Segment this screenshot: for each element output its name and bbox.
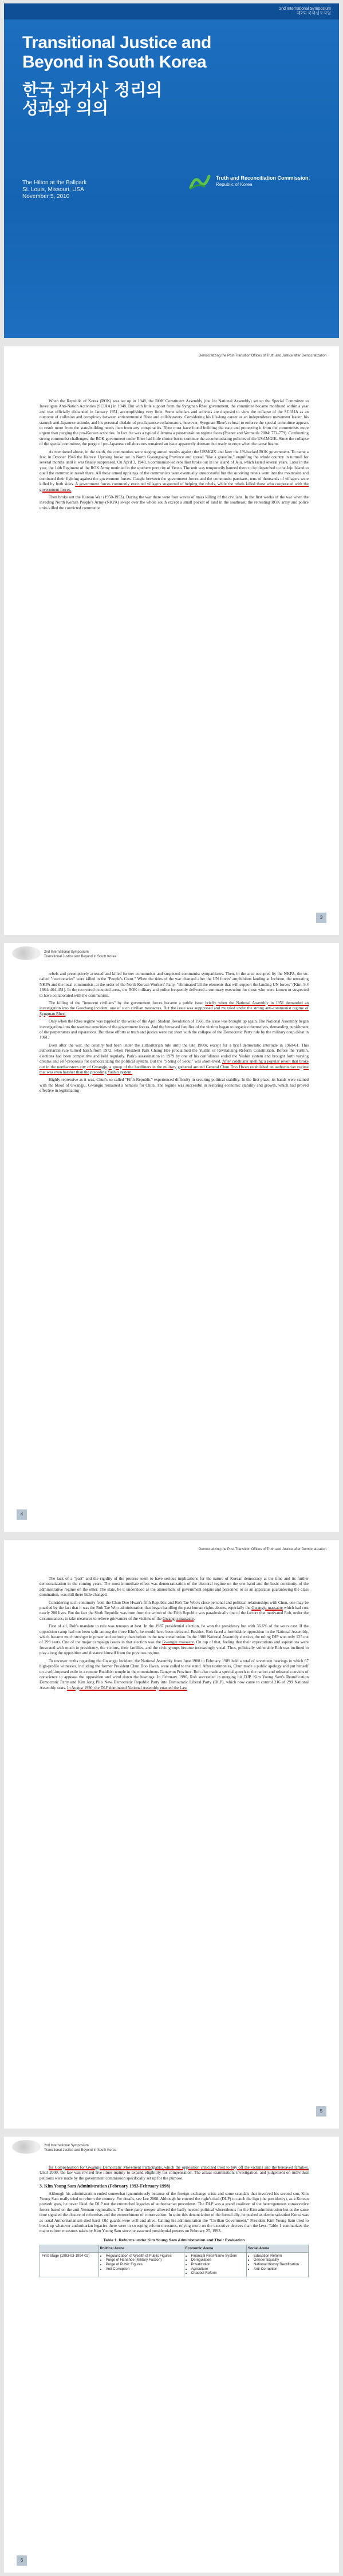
cover-title: [22, 33, 211, 72]
list-item: • Education Reform: [254, 2254, 306, 2258]
running-header: [4, 346, 339, 366]
page-number: 6: [17, 2555, 27, 2566]
paragraph: [40, 1043, 309, 1075]
venue-line1: The Hilton at the Ballpark: [22, 180, 87, 186]
list-item: • Purge of Hanahoe (Military Faction): [106, 2258, 182, 2262]
organization-country: Republic of Korea: [216, 182, 253, 187]
reforms-table: [40, 2245, 309, 2277]
document-page-3: [4, 346, 339, 935]
list-item: • Anti-Corruption: [254, 2267, 306, 2272]
text-span: The killing of the "innocent civilians" by the government forces became a public issue: [49, 1001, 206, 1006]
text-span: Even after the war, the country had been under the authoritarian rule until the late 1980s, except for a brief democratic interlude in 1960-61. This authoritarian rule turned harsh from 1972, when President Park Chung Hee proclaimed the Yushin or Revitalizing Reform Constitution. Before the Yushin, elections had been competitive and held regularly. Park's assassination in 1979 by one of his confidantes ended the Yushin system and brought forth varying dreams and self-proposals for democratizing the political system. But the "Spring of Seoul" was short-lived.: [40, 1043, 309, 1064]
highlighted-text: After coldblank spelling a popular revolt that broke out in the northwestern city of Gwangju, a group of the hardliners in the military gathered around General Chun Doo Hwan established an authoritarian regime that was even harsher than the preceding Yushin system.: [40, 1059, 309, 1075]
commission-logo-icon: [187, 172, 212, 191]
list-item: • Gender Equality: [254, 2258, 306, 2262]
page-number: 4: [17, 1509, 27, 1520]
list-item: • Agriculture: [191, 2267, 245, 2272]
paragraph: Highly repressive as it was, Chun's so-called "Fifth Republic" experienced difficulty in securing political stability. In the first place, its hands were stained with the blood of Gwangju. Gwangju remained a nemesis for Chun. The regime was successful in restoring economic stability and growth, which had proved effective in legitimating: [40, 1077, 309, 1093]
text-span: which had cost nearly 200 lives. But the fact the Sixth Republic was born from the womb of the Fifth Republic was paradoxically one of the factors that motivated Roh, under the circumstances, to take measures to relieve grievances of the victims of the: [40, 1606, 309, 1621]
cover-title-line2: Beyond in South Korea: [22, 53, 207, 72]
paragraph: Then broke out the Korean War (1950-1953). During the war there were four waves of mass killing of the civilians. In the first weeks of the war when the invading North Korean People's Army (NKPA) swept over the whole south except a small pocket of land in the southeast, the retreating ROK army and police units killed the convicted communist: [40, 494, 309, 510]
list-item: • Privatization: [191, 2262, 245, 2267]
highlighted-text: for Compensation for Gwangju Democratic Movement Participants, which the opposition criticized tried to buy off the victims and the bereaved families.: [49, 2165, 309, 2170]
highlighted-text: Gwangju massacre: [162, 1616, 194, 1621]
text-span: . On top of that, feeling that their expectations and aspirations were frustrated with much in presidency, the victims, their families, and the civic groups became increasingly vocal. Thus, politically vulnerable Roh was inclined to play along the opposition and distance himself from the previous regime.: [40, 1640, 309, 1656]
paragraph: [40, 1659, 309, 1691]
highlighted-text: Gwangju massacre: [251, 1606, 283, 1611]
text-span: Until 2000, the law was revised five times mainly to expand eligibility for compensation. The actual examination, investigation, and judgement on individual petitions were made by the government commission specifically set up for the purpose.: [40, 2170, 309, 2181]
paragraph: [40, 2165, 309, 2181]
paragraph: [40, 450, 309, 493]
table-header-cell: Political Arena: [98, 2245, 184, 2253]
page-body: [40, 972, 309, 1096]
table-row: [40, 2252, 309, 2277]
running-header: [4, 2137, 339, 2156]
conference-name: 2nd International Symposium: [279, 7, 331, 11]
cover-title-kr: [22, 81, 162, 117]
table-caption: Table 1. Reforms under Kim Young Sam Administration and Their Evaluation: [103, 2238, 245, 2242]
text-span: As mentioned above, in the south, the communists were staging armed revolts against the USMGIK and later the US-backed ROK government. To name a few, in October 1946 the Harvest Uprising broke out in North Gyeongsang Province and spread "like a grassfire," engulfing the whole country in turmoil for several months until it was finally suppressed. On April 3, 1948, a communist-led rebellion broke out in the island of Jeju, which lasted several years. Later in the year, the 14th Regiment of the ROK Army mutinied in the southern port city of Yeosu. The unit was temporarily banned there to be dispatched to the Jeju Island to quell the communist revolt there. All these armed uprisings of the communists were eventually unsuccessful but the surviving rebels went into the mountains and continued their fighting against the government forces. Caught between the government forces and the communist partisans, tens of thousands of villagers were killed by both sides.: [40, 449, 309, 487]
page-body: [40, 1576, 309, 1693]
paragraph: Although his administration ended somewhat ignominiously because of the foreign exchange crisis and some scandals that involved his second son, Kim Young Sam really tried to reform the country. For details, see Lee 2008. Although he entered the right's deal (DLP) to catch the ligo (the presidency), as a Korean proverb goes, he never liked the DLP nor the entrenched legacies of authoritarian precedents. The DLP was a grand coalition of the heterogeneous conservative forces based on the anti-Yeonam regionalism. The three-party merger allowed the badly needed political whereabouts for the Kim administration but at the same time signaled the closure of reformists and the entrenchment of conservatism. In spite this denunciation of the formal ally, he pushed as democratization Korea was as usual Authoritarianism died hard. Old guards were well and alive. Calling his administration the "Civilian Government," President Kim Young Sam tried to break up whatever authoritarian legacies there were in sweeping reform measures, relying more on the executive decrees than the laws. Table 1 summarizes the major reform measures taken by Kim Young Sam since he assumed presidential powers on February 25, 1993.: [40, 2191, 309, 2234]
document-page-6: [4, 2137, 339, 2573]
paragraph: [40, 1001, 309, 1017]
cover-title-line1: Transitional Justice and: [22, 33, 211, 52]
header-line2: Transitional Justice and Beyond in South Korea: [44, 955, 117, 958]
table-cell-social: [246, 2252, 308, 2277]
header-line1: 2nd International Symposium: [44, 2144, 89, 2147]
cover-title-kr-line1: 한국 과거사 정리의: [22, 80, 163, 100]
page-body: [40, 399, 309, 513]
paragraph: When the Republic of Korea (ROK) was set up in 1948, the ROK Constituent Assembly (the 1st National Assembly) set up the Special Committee to Investigate Anti-Nation Activities (SCIAA) in 1948. But with little support from the Syngman Rhee government, the committee became moribund within a year and was officially disbanded in January 1951, accomplishing very little. Some scholars and activists are disposed to view the collapse of the SCIAJA as an outcome of collusion and conspiracy between anticommunist Rhee and collaborators. Considering his life-long career as an independence movement leader, his staunch anti-Japanese attitude, and his personal disdain of pro-Japanese collaborators, however, Syngman Rhee's refusal to enforce the special committee appears to result more from the state-building needs than from any conspiracies. Rhee must have found building the state and protecting it from the communists more urgent than purging the pro-Korean activities. In fact, he was a typical dilemma a post-transition regime faces (Posner and Vermeule 2004: 772-779). Confronting strong communist challenges, the ROK government under Rhee had little choice but to continue the accommodating policies of the USAMGIK. Since the collapse of the special committee, the purge of pro-Japanese collaborators remained an issue apparently dormant but ready to erupt when the cause beams.: [40, 399, 309, 447]
text-span: Considering such continuity from the Chun Doo Hwan's fifth Republic and Roh Tae Woo's close personal and political relationships with Chun, one may be puzzled by the fact that it was the Roh Tae Woo administration that began handling the past human rights abuses, especially the: [40, 1600, 309, 1611]
table-cell-political: [98, 2252, 184, 2277]
paragraph: Only when the Rhee regime was toppled in the wake of the April Student Revolution of 1960, the issue was brought up again. The National Assembly began investigations into the wartime atrocities of the government forces. And the bereaved families of the victims began to organize themselves, demanding punishment of the perpetrators and reparations. But these efforts at truth and justice were cut short with the collapse of the Democratic Party rule by the military coup d'état in 1961.: [40, 1019, 309, 1040]
list-item: • Regularization of Wealth of Public Figures: [106, 2254, 182, 2258]
highlighted-text: briefly when the National Assembly in 1951 demanded an investigation into the Geochang incident, one of such civilian massacres. But the issue was suppressed and muzzled under the strong anti-communist regime of Syngman Rhee.: [40, 1001, 309, 1016]
cover-page: [4, 3, 339, 338]
list-item: • Purge of Public Figures: [106, 2262, 182, 2267]
paragraph: rebels and preemptively arrested and killed former communists and suspected communist sympathizers. Then, in the area occupied by the NKPA, the so-called "reactionaries" were killed in the "People's Court." When the tides of the war changed after the UN forces' amphibious landing at Incheon, the retreating NKPA and the local communists, at the order of the North Korean Workers' Party, "eliminated"all the elements that will support the landing UN forces" (Kim, 9.4 1984: 404-451). In the recovered occupied areas, the ROK military and police frequently delivered a summary execution for those who were known or suspected to have collaborated with the communists.: [40, 972, 309, 998]
venue-date: November 5, 2010: [22, 193, 70, 200]
text-span: First of all, Roh's mandate to rule was tenuous at best. In the 1987 presidential election, he won the presidency but with 36.6% of the votes cast. If the opposition camp had not been split among the three Kim's, he would have been defeated. Besides, Roh faced a formidable opposition in the National Assembly, which became much stronger in power and authority than before in the new constitution. In the 1988 National Assembly election, the ruling DJP won only 125 out of 299 seats. One of the major campaign issues in that election was the: [40, 1624, 309, 1645]
venue-block: [22, 180, 86, 200]
running-header: [4, 1540, 339, 1559]
page-body: [40, 2165, 309, 2277]
text-span: To uncover truths regarding the Gwangju Incident, the National Assembly from June 1988 to February 1989 held a total of seventeen hearings in which 67 high-profile witnesses, including the former President Chun Doo Hwan, were called to the stand. After testimonies, Chun made a public apology and put himself on a self-imposed exile in a remote Buddhist temple in the mountainous Gangwon Province. Roh also made a special speech to the nation and released convicts of conscience to appease the opposition and wind down the hearings. In February 1990, Roh succeeded in merging his DJP, Kim Young Sam's Reunification Democratic Party and Kim Jong Pil's New Democratic Republic Party into Democratic Liberal Party (DLP), which now came to control 216 of 299 National Assembly seats.: [40, 1658, 309, 1690]
running-header-text: [44, 2143, 116, 2153]
highlighted-text: In August 1990, the DLP dominated National Assembly enacted the Law: [67, 1685, 187, 1690]
running-header: [4, 943, 339, 962]
highlighted-text: A government forces commonly executed villagers suspected of helping the rebels, while the rebels killed those who cooperated with the government forces.: [40, 482, 309, 492]
list-item: • National History Rectification: [254, 2262, 306, 2267]
list-item: • Deregulation: [191, 2258, 245, 2262]
conference-name-kr: 제2회 국제심포지엄: [297, 11, 331, 15]
list-item: • Chaebol Reform: [191, 2271, 245, 2276]
organization-name: Truth and Reconciliation Commission,: [216, 175, 310, 181]
running-header-text: Democratizing the Post-Transition Offices of Truth and Justice after Democratization: [198, 354, 326, 358]
cover-title-kr-line2: 성과와 의의: [22, 98, 109, 118]
venue-line2: St. Louis, Missouri, USA: [22, 187, 84, 193]
page-number: 3: [316, 913, 326, 923]
paragraph: The lack of a "past" and the rigidity of the process seem to have serious implications for the nature of Korean democracy at the time and its further democratization in the coming years. The most immediate effect was democratization of the electoral regime on the one hand and the basic continuity of the administrative regime on the other. The state, be it understood as the amusement of government organs and personnel or as an apparatus guaranteeing the class domination, was still there little changed.: [40, 1576, 309, 1598]
emblem-icon: [12, 946, 41, 960]
running-header-text: [44, 950, 116, 959]
running-header-text: Democratizing the Post-Transition Offices of Truth and Justice after Democratization: [198, 1548, 326, 1551]
list-item: • Anti-Corruption: [106, 2267, 182, 2272]
list-item: • Financial Real-Name System: [191, 2254, 245, 2258]
table-header-cell: Social Arena: [246, 2245, 308, 2253]
header-line2: Transitional Justice and Beyond in South Korea: [44, 2149, 117, 2152]
document-page-4: [4, 943, 339, 1532]
table-row-label: First Stage (1993-03-1994-02): [40, 2252, 99, 2277]
emblem-icon: [12, 2140, 41, 2154]
page-number: 5: [316, 2106, 326, 2117]
paragraph: [40, 1600, 309, 1622]
document-page-5: [4, 1540, 339, 2129]
paragraph: [40, 1624, 309, 1656]
conference-label: [279, 7, 331, 16]
table-header-cell: Economic Arena: [184, 2245, 246, 2253]
section-heading: 3. Kim Young Sam Administration (February 1993-February 1998): [40, 2183, 171, 2189]
table-header-cell: [40, 2245, 99, 2253]
header-line1: 2nd International Symposium: [44, 950, 89, 954]
table-cell-economic: [184, 2252, 246, 2277]
highlighted-text: Gwangju massacre: [162, 1640, 194, 1645]
table-header-row: [40, 2245, 309, 2253]
text-span: .: [194, 1616, 195, 1621]
